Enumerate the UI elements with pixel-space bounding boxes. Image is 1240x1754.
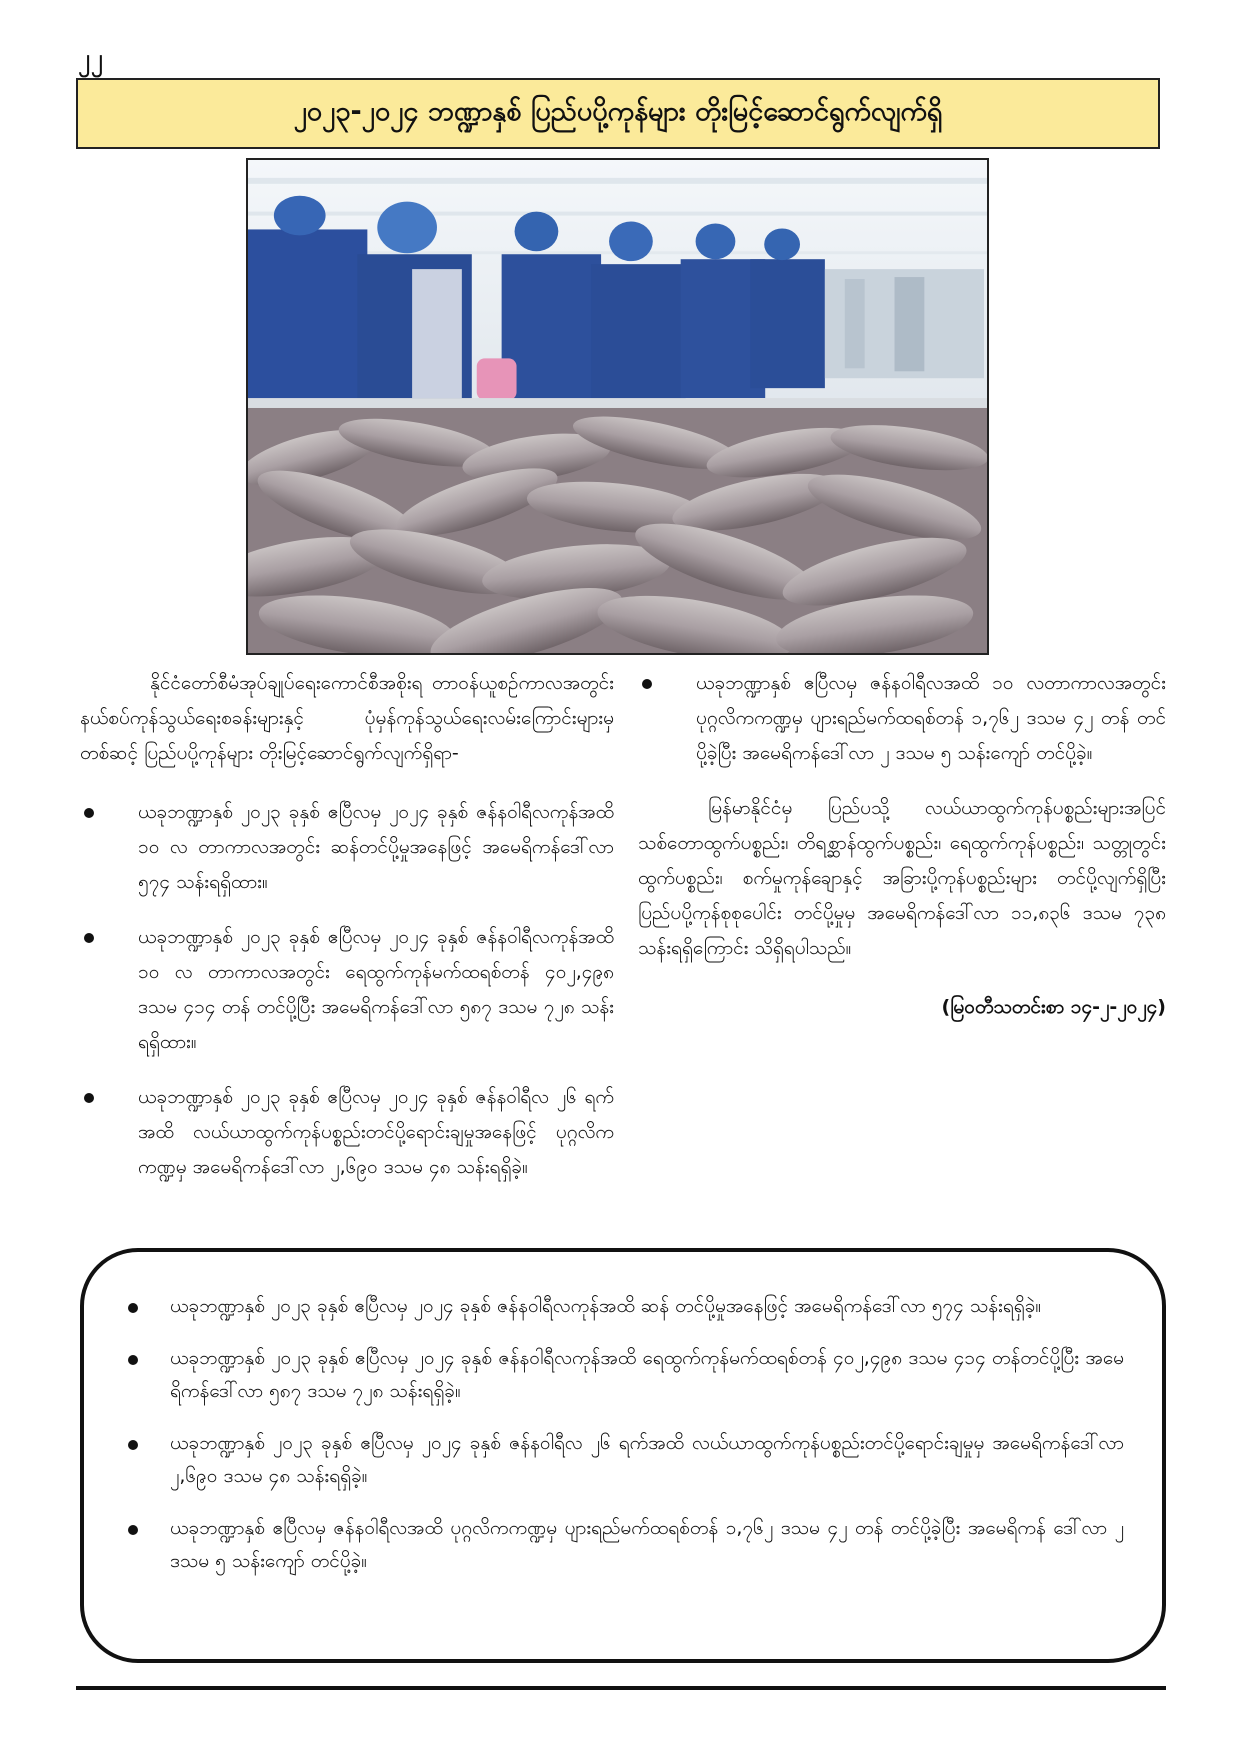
summary-item: ယခုဘဏ္ဍာနှစ် ၂၀၂၃ ခုနှစ် ဧပြီလမှ ၂၀၂၄ ခုနှစ် ဇန်နဝါရီလကုန်အထိ ဆန် တင်ပို့မှုအနေဖြင့် အမေရိကန်ဒေါ်လာ ၅၇၄ သန်းရရှိခဲ့။ [124, 1290, 1124, 1323]
fish-pile [248, 406, 987, 653]
article-bullet: ယခုဘဏ္ဍာနှစ် ၂၀၂၃ ခုနှစ် ဧပြီလမှ ၂၀၂၄ ခုနှစ် ဇန်နဝါရီလကုန်အထိ ၁၀ လ တာကာလအတွင်း ဆန်တင်ပို့မှုအနေဖြင့် အမေရိကန်ဒေါ်လာ ၅၇၄ သန်းရရှိထား။ [80, 795, 614, 900]
article-column-left [80, 666, 614, 1205]
article-bullet-list-continued [638, 666, 1166, 771]
summary-item: ယခုဘဏ္ဍာနှစ် ၂၀၂၃ ခုနှစ် ဧပြီလမှ ၂၀၂၄ ခုနှစ် ဇန်နဝါရီလ ၂၆ ရက်အထိ လယ်ယာထွက်ကုန်ပစ္စည်းတင်ပို့ရောင်းချမှုမှ အမေရိကန်ဒေါ်လာ ၂,၆၉၀ ဒသမ ၄၈ သန်းရရှိခဲ့။ [124, 1427, 1124, 1493]
summary-item: ယခုဘဏ္ဍာနှစ် ၂၀၂၃ ခုနှစ် ဧပြီလမှ ၂၀၂၄ ခုနှစ် ဇန်နဝါရီလကုန်အထိ ရေထွက်ကုန်မက်ထရစ်တန် ၄၀၂,၄၉၈ ဒသမ ၄၁၄ တန်တင်ပို့ပြီး အမေရိကန်ဒေါ်လာ ၅၈၇ ဒသမ ၇၂၈ သန်းရရှိခဲ့။ [124, 1342, 1124, 1408]
article-bullet: ယခုဘဏ္ဍာနှစ် ဧပြီလမှ ဇန်နဝါရီလအထိ ၁၀ လတာကာလအတွင်း ပုဂ္ဂလိကကဏ္ဍမှ ပျားရည်မက်ထရစ်တန် ၁,၇၆၂ ဒသမ ၄၂ တန် တင်ပို့ခဲ့ပြီး အမေရိကန်ဒေါ်လာ ၂ ဒသမ ၅ သန်းကျော် တင်ပို့ခဲ့။ [638, 666, 1166, 771]
article-source: (မြဝတီသတင်းစာ ၁၄-၂-၂၀၂၄) [941, 996, 1166, 1018]
article-bullet-list [80, 795, 614, 1185]
fish-processing-photo [246, 158, 989, 655]
article-closing: မြန်မာနိုင်ငံမှ ပြည်ပသို့ လယ်ယာထွက်ကုန်ပစ္စည်းများအပြင် သစ်တောထွက်ပစ္စည်း၊ တိရစ္ဆာန်ထွက်ပစ္စည်း၊ ရေထွက်ကုန်ပစ္စည်း၊ သတ္တုတွင်းထွက်ပစ္စည်း၊ စက်မှုကုန်ချောနှင့် အခြားပို့ကုန်ပစ္စည်းများ တင်ပို့လျက်ရှိပြီး ပြည်ပပို့ကုန်စုစုပေါင်း တင်ပို့မှုမှ အမေရိကန်ဒေါ်လာ ၁၁,၈၃၆ ဒသမ ၇၃၈ သန်းရရှိကြောင်း သိရှိရပါသည်။ [638, 797, 1166, 959]
photo-illustration [248, 160, 987, 653]
article-intro: နိုင်ငံတော်စီမံအုပ်ချုပ်ရေးကောင်စီအစိုးရ တာဝန်ယူစဉ်ကာလအတွင်း နယ်စပ်ကုန်သွယ်ရေးစခန်းများနှင့် ပုံမှန်ကုန်သွယ်ရေးလမ်းကြောင်းများမှတစ်ဆင့် ပြည်ပပို့ကုန်များ တိုးမြင့်ဆောင်ရွက်လျက်ရှိရာ- [80, 672, 614, 764]
summary-item: ယခုဘဏ္ဍာနှစ် ဧပြီလမှ ဇန်နဝါရီလအထိ ပုဂ္ဂလိကကဏ္ဍမှ ပျားရည်မက်ထရစ်တန် ၁,၇၆၂ ဒသမ ၄၂ တန် တင်ပို့ခဲ့ပြီး အမေရိကန် ဒေါ်လာ ၂ ဒသမ ၅ သန်းကျော် တင်ပို့ခဲ့။ [124, 1512, 1124, 1578]
article-bullet: ယခုဘဏ္ဍာနှစ် ၂၀၂၃ ခုနှစ် ဧပြီလမှ ၂၀၂၄ ခုနှစ် ဇန်နဝါရီလကုန်အထိ ၁၀ လ တာကာလအတွင်း ရေထွက်ကုန်မက်ထရစ်တန် ၄၀၂,၄၉၈ ဒသမ ၄၁၄ တန် တင်ပို့ပြီး အမေရိကန်ဒေါ်လာ ၅၈၇ ဒသမ ၇၂၈ သန်းရရှိထား။ [80, 920, 614, 1060]
bottom-divider [76, 1686, 1166, 1690]
page-number: ၂၂ [78, 44, 104, 72]
article-column-right [638, 666, 1166, 1025]
article-title: ၂၀၂၃-၂၀၂၄ ဘဏ္ဍာနှစ် ပြည်ပပို့ကုန်များ တိုးမြင့်ဆောင်ရွက်လျက်ရှိ [76, 78, 1160, 149]
summary-list [124, 1290, 1124, 1578]
article-bullet: ယခုဘဏ္ဍာနှစ် ၂၀၂၃ ခုနှစ် ဧပြီလမှ ၂၀၂၄ ခုနှစ် ဇန်နဝါရီလ ၂၆ ရက်အထိ လယ်ယာထွက်ကုန်ပစ္စည်းတင်ပို့ရောင်းချမှုအနေဖြင့် ပုဂ္ဂလိကကဏ္ဍမှ အမေရိကန်ဒေါ်လာ ၂,၆၉၀ ဒသမ ၄၈ သန်းရရှိခဲ့။ [80, 1080, 614, 1185]
summary-box [80, 1248, 1166, 1663]
